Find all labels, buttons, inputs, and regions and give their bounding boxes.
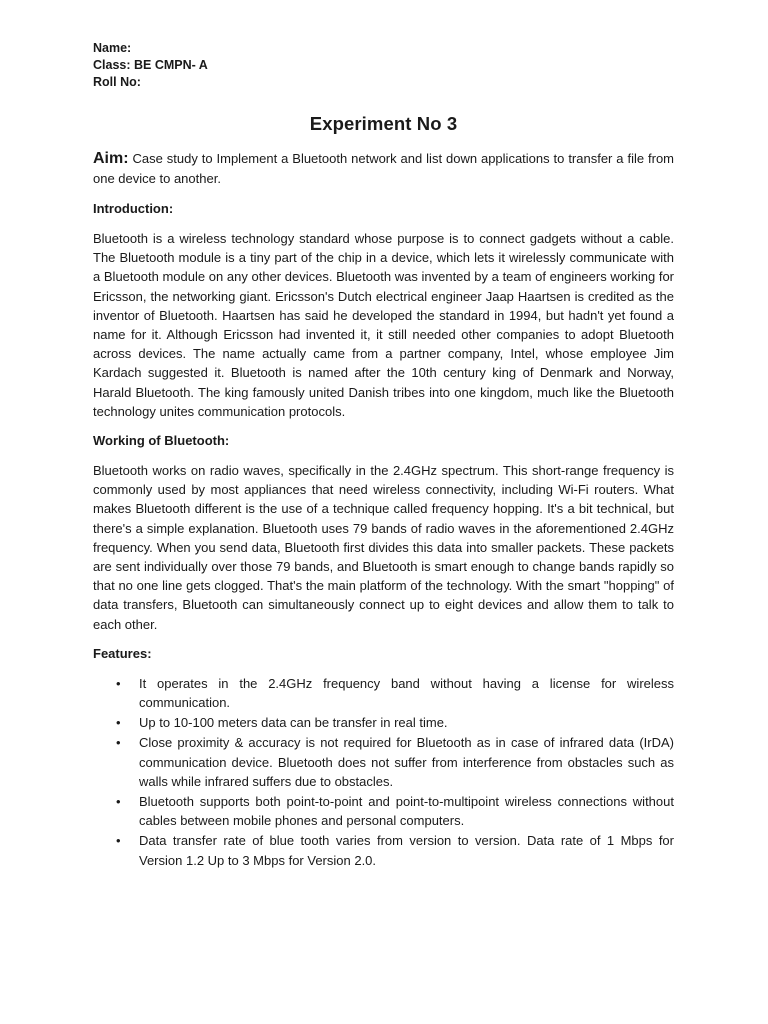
working-paragraph: Bluetooth works on radio waves, specifically in the 2.4GHz spectrum. This short-range frequency is commonly used by most appliances that need wireless connectivity, including Wi-Fi routers. What makes Bluetooth different is the use of a technique called frequency hopping. It's a bit technical, but there's a simple explanation. Bluetooth uses 79 bands of radio waves in the aforementioned 2.4GHz frequency. When you send data, Bluetooth first divides this data into smaller packets. These packets are sent individually over those 79 bands, and Bluetooth is smart enough to change bands rapidly so that no one line gets clogged. That's the main platform of the technology. With the smart "hopping" of data transfers, Bluetooth can simultaneously connect up to eight devices and allow them to talk to each other. — [93, 463, 674, 632]
roll-line: Roll No: — [93, 75, 141, 89]
working-heading: Working of Bluetooth: — [93, 433, 230, 449]
aim-section — [93, 149, 674, 189]
bullet-icon: • — [116, 675, 121, 691]
feature-item — [116, 733, 674, 791]
aim-text: Case study to Implement a Bluetooth network and list down applications to transfer a file from one device to another. — [93, 151, 674, 186]
aim-label: Aim: — [93, 150, 129, 167]
feature-text: Data transfer rate of blue tooth varies from version to version. Data rate of 1 Mbps for Version 1.2 Up to 3 Mbps for Version 2.0. — [139, 833, 674, 868]
document-title: Experiment No 3 — [309, 113, 458, 134]
document-page — [93, 40, 674, 871]
feature-text: Close proximity & accuracy is not required for Bluetooth as in case of infrared data (IrDA) communication device. Bluetooth does not suffer from interference from obstacles such as walls while infrared suffers due to obstacles. — [139, 735, 674, 789]
feature-text: It operates in the 2.4GHz frequency band without having a license for wireless communication. — [139, 675, 674, 711]
features-list — [93, 674, 674, 870]
class-line: Class: BE CMPN- A — [93, 58, 208, 72]
feature-item — [116, 713, 674, 732]
feature-text: Bluetooth supports both point-to-point and point-to-multipoint wireless connections without cables between mobile phones and personal computers. — [139, 794, 674, 829]
feature-item — [116, 792, 674, 830]
name-line: Name: — [93, 41, 132, 55]
introduction-heading: Introduction: — [93, 201, 174, 216]
bullet-icon: • — [116, 735, 121, 751]
feature-text: Up to 10-100 meters data can be transfer in real time. — [139, 715, 448, 731]
feature-item — [116, 674, 674, 712]
student-info — [93, 40, 674, 91]
features-heading: Features: — [93, 645, 152, 661]
bullet-icon: • — [116, 715, 121, 731]
bullet-icon: • — [116, 833, 121, 849]
introduction-paragraph: Bluetooth is a wireless technology standard whose purpose is to connect gadgets without a cable. The Bluetooth module is a tiny part of the chip in a device, which lets it wirelessly communicate with a Bluetooth module on any other devices. Bluetooth was invented by a team of engineers working for Ericsson, the networking giant. Ericsson's Dutch electrical engineer Jaap Haartsen is credited as the inventor of Bluetooth. Haartsen has said he developed the standard in 1994, but hadn't yet found a name for it. Although Ericsson had invented it, it still needed other companies to adopt Bluetooth across devices. The name actually came from a partner company, Intel, whose employee Jim Kardach suggested it. Bluetooth is named after the 10th century king of Denmark and Norway, Harald Bluetooth. The king famously united Danish tribes into one kingdom, much like the Bluetooth technology unites communication protocols. — [93, 231, 674, 419]
feature-item — [116, 831, 674, 869]
bullet-icon: • — [116, 794, 121, 810]
